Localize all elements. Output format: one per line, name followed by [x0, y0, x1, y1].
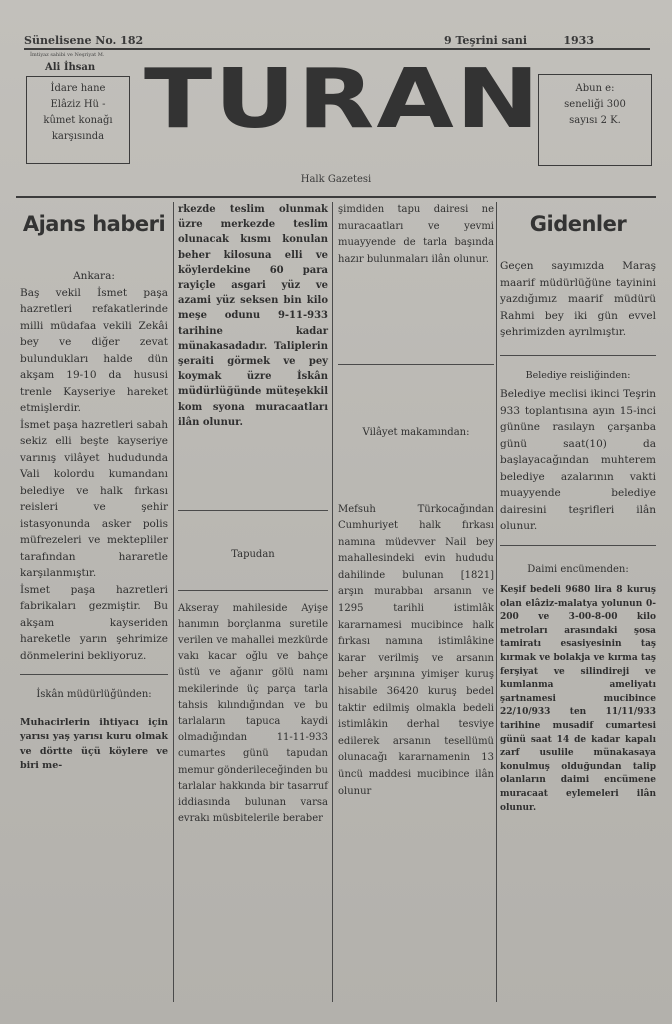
address-line: Elâziz Hü - — [50, 99, 106, 110]
masthead-subtitle: Halk Gazetesi — [300, 174, 372, 185]
section-rule — [338, 364, 494, 365]
column-1 — [20, 202, 168, 774]
address-line: karşısında — [51, 131, 105, 142]
section-rule — [500, 545, 656, 546]
issue-date: 9 Teşrini sani — [444, 34, 528, 47]
column-2 — [178, 202, 328, 827]
subscription-box — [538, 74, 652, 166]
address-line: kûmet konağı — [43, 115, 113, 126]
section-title: Daimi encümenden: — [527, 563, 629, 575]
section-title: Vilâyet makamından: — [362, 427, 470, 438]
section-rule — [178, 510, 328, 511]
issue-year: 1933 — [563, 34, 594, 47]
notice-paragraph: Muhacirlerin ihtiyacı için yarısı yaş yarısı kuru olmak ve dörtte üçü köylere ve biri me- — [20, 716, 168, 771]
top-info-line — [24, 34, 650, 48]
article-paragraph: İsmet paşa hazretleri fabrikaları gezmiştir. Bu akşam kayseriden hareketle yarın şehrimize dönmelerini bekliyoruz. — [20, 583, 168, 662]
notice-paragraph: şimdiden tapu dairesi ne muracaatları ve yevmi muayyende de tarla başında hazır bulunmaları ilân olunur. — [338, 204, 494, 265]
column-3 — [338, 202, 494, 800]
dateline: Ankara: — [73, 270, 115, 282]
subscription-line: sayısı 2 K. — [569, 115, 621, 126]
notice-paragraph: Keşif bedeli 9680 lira 8 kuruş olan elâziz-malatya yolunun 0-200 ve 3-00-8-00 kilo metroları arasındaki şosa tamiratı esasiyesinin taş kırmak ve bolakja ve kırma taş ferşiyat ve silindireji ve kumlanma ameliyatı şartnamesi mucibince 22/10/933 ten 11/11/933 tarihine musadif cumartesi günü saat 14 de kadar kapalı zarf usulile münakasaya konulmuş olduğundan talip olanların daimi encümene muracaat eylemeleri ilân olunur. — [500, 585, 656, 813]
issue-number: Sünelisene No. 182 — [24, 34, 144, 47]
notice-paragraph: Mefsuh Türkocağından Cumhuriyet halk fırkası namına müdevver Nail bey mahallesindeki evin hududu dahilinde bulunan [1821] arşın murabbaı arsanın ve 1295 tarihli istimlâk kararnamesi mucibince halk fırkası namına istimlâkine karar verilmiş ve arsanın beher arşınına yimişer kuruş hisabile 36420 kuruş bedel taktir edilmiş olmakla bedeli istimlâkin derhal tesviye edilerek arsanın tesellümü olunacağı kararnamenin 13 üncü maddesi mucibince ilân olunur — [338, 503, 494, 797]
agency-news-heading: Ajans haberi — [22, 212, 166, 236]
owner-name: Ali İhsan — [45, 62, 96, 73]
column-divider — [332, 202, 333, 1002]
column-divider — [496, 202, 497, 1002]
subscription-line: seneliği 300 — [564, 99, 626, 110]
section-rule — [500, 355, 656, 356]
notice-paragraph: Belediye meclisi ikinci Teşrin 933 toplantısına ayın 15-inci gününe rasılayn çarşanba günü saat(10) da başlayacağından muhterem belediye azalarının vakti muayyende belediye dairesini teşrifleri ilân olunur. — [500, 388, 656, 532]
subscription-line: Abun e: — [575, 83, 615, 94]
address-box — [26, 76, 130, 164]
top-rule — [24, 48, 650, 50]
notice-paragraph: rkezde teslim olunmak üzre merkezde teslim olunacak kısmı konulan beher kilosuna elli ve köylerdekine 60 para rayiçle asgari yüz ve azami yüz seksen bin kilo meşe odunu 9-11-933 tarihine kadar münakasadadır. Taliplerin şeraiti görmek ve pey koymak üzre İskân müdürlüğünde müteşekkil kom syona muracaatları ilân olunur. — [178, 204, 328, 428]
owner-caption: İmtiyaz sahibi ve Neşriyat M. — [30, 52, 105, 58]
article-paragraph: İsmet paşa hazretleri sabah sekiz elli beşte kayseriye varınış vilâyet hududunda Vali kolordu kumandanı belediye ve halk fırkası reisleri ve şehir istasyonunda asker polis müfrezeleri ve mektepliler tarafından hararetle karşılanmıştır. — [20, 418, 168, 579]
section-title: Tapudan — [231, 549, 275, 561]
column-divider — [173, 202, 174, 1002]
section-rule — [20, 674, 168, 675]
notice-paragraph: Akseray mahileside Ayişe hanımın borçlanma suretile verilen ve mahallei mezkürde vakı kacar oğlu ve bahçe üstü ve ağanır gölü namı mekilerinde üç parça tarla tahsis kılındığından ve bu tarlaların tapuca kaydi olmadığından 11-11-933 cumartes günü tapudan memur gönderileceğinden bu tarlalar hakkında bir tasarruf iddiasında bulunan varsa evrakı müsbitelerile beraber — [178, 602, 328, 825]
masthead-title: TURAN — [144, 50, 542, 147]
article-paragraph: Geçen sayımızda Maraş maarif müdürlüğüne tayinini yazdığımız maarif müdürü Rahmi bey iki gün evvel şehrimizden ayrılmıştır. — [500, 260, 656, 338]
departures-heading: Gidenler — [529, 212, 627, 236]
section-rule — [178, 590, 328, 591]
column-4 — [500, 202, 656, 815]
section-title: İskân müdürlüğünden: — [36, 689, 152, 700]
article-paragraph: Baş vekil İsmet paşa hazretleri refakatlerinde milli müdafaa vekili Zekâi bey ve diğer zevat bulundukları halde dün akşam 19-10 da hususi trenle Kayseriye hareket etmişlerdir. — [20, 286, 168, 414]
section-title: Belediye reisliğinden: — [525, 369, 631, 381]
address-line: İdare hane — [50, 83, 106, 94]
masthead-rule — [16, 196, 656, 198]
